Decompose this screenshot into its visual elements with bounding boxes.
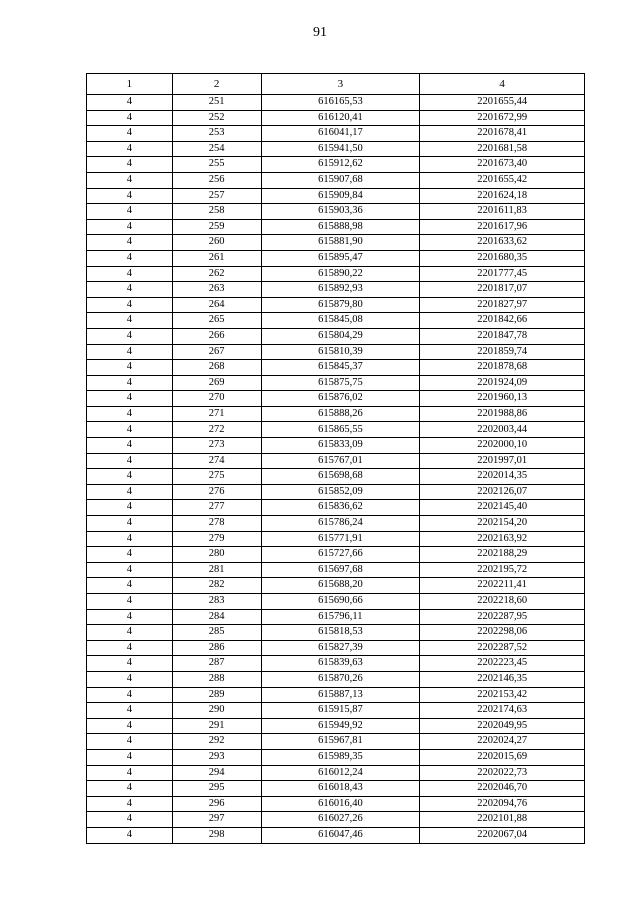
table-row xyxy=(87,438,585,454)
cell-section: 4 xyxy=(87,687,173,703)
table-row xyxy=(87,796,585,812)
cell-y-coordinate: 2202094,76 xyxy=(420,796,585,812)
cell-point-number: 257 xyxy=(172,188,261,204)
cell-point-number: 254 xyxy=(172,141,261,157)
coordinates-table xyxy=(86,73,585,844)
cell-point-number: 297 xyxy=(172,812,261,828)
table-row xyxy=(87,625,585,641)
cell-section: 4 xyxy=(87,110,173,126)
cell-y-coordinate: 2201878,68 xyxy=(420,360,585,376)
cell-point-number: 258 xyxy=(172,204,261,220)
cell-point-number: 264 xyxy=(172,297,261,313)
table-row xyxy=(87,781,585,797)
cell-y-coordinate: 2201673,40 xyxy=(420,157,585,173)
cell-point-number: 273 xyxy=(172,438,261,454)
cell-point-number: 294 xyxy=(172,765,261,781)
table-row xyxy=(87,204,585,220)
table-row xyxy=(87,406,585,422)
cell-x-coordinate: 615690,66 xyxy=(261,594,420,610)
cell-y-coordinate: 2201988,86 xyxy=(420,406,585,422)
cell-y-coordinate: 2202015,69 xyxy=(420,749,585,765)
cell-y-coordinate: 2202146,35 xyxy=(420,671,585,687)
cell-section: 4 xyxy=(87,406,173,422)
cell-x-coordinate: 615688,20 xyxy=(261,578,420,594)
cell-point-number: 279 xyxy=(172,531,261,547)
cell-x-coordinate: 615796,11 xyxy=(261,609,420,625)
cell-x-coordinate: 616027,26 xyxy=(261,812,420,828)
cell-point-number: 282 xyxy=(172,578,261,594)
cell-y-coordinate: 2202000,10 xyxy=(420,438,585,454)
cell-x-coordinate: 615839,63 xyxy=(261,656,420,672)
cell-point-number: 291 xyxy=(172,718,261,734)
cell-section: 4 xyxy=(87,484,173,500)
cell-y-coordinate: 2202145,40 xyxy=(420,500,585,516)
cell-y-coordinate: 2201633,62 xyxy=(420,235,585,251)
cell-x-coordinate: 615879,80 xyxy=(261,297,420,313)
cell-section: 4 xyxy=(87,703,173,719)
cell-y-coordinate: 2202014,35 xyxy=(420,469,585,485)
table-row xyxy=(87,110,585,126)
cell-section: 4 xyxy=(87,625,173,641)
cell-section: 4 xyxy=(87,235,173,251)
cell-x-coordinate: 615907,68 xyxy=(261,172,420,188)
cell-x-coordinate: 615727,66 xyxy=(261,547,420,563)
cell-point-number: 298 xyxy=(172,827,261,843)
cell-y-coordinate: 2201847,78 xyxy=(420,328,585,344)
cell-x-coordinate: 615767,01 xyxy=(261,453,420,469)
cell-x-coordinate: 615887,13 xyxy=(261,687,420,703)
cell-point-number: 270 xyxy=(172,391,261,407)
cell-x-coordinate: 615865,55 xyxy=(261,422,420,438)
cell-point-number: 288 xyxy=(172,671,261,687)
cell-point-number: 289 xyxy=(172,687,261,703)
cell-point-number: 260 xyxy=(172,235,261,251)
cell-point-number: 292 xyxy=(172,734,261,750)
cell-x-coordinate: 615827,39 xyxy=(261,640,420,656)
cell-section: 4 xyxy=(87,562,173,578)
cell-y-coordinate: 2201617,96 xyxy=(420,219,585,235)
cell-point-number: 290 xyxy=(172,703,261,719)
cell-x-coordinate: 615845,37 xyxy=(261,360,420,376)
cell-x-coordinate: 615804,29 xyxy=(261,328,420,344)
cell-x-coordinate: 616016,40 xyxy=(261,796,420,812)
cell-point-number: 274 xyxy=(172,453,261,469)
cell-point-number: 262 xyxy=(172,266,261,282)
cell-section: 4 xyxy=(87,141,173,157)
cell-section: 4 xyxy=(87,438,173,454)
cell-section: 4 xyxy=(87,188,173,204)
table-row xyxy=(87,594,585,610)
table-row xyxy=(87,375,585,391)
table-row xyxy=(87,266,585,282)
cell-point-number: 265 xyxy=(172,313,261,329)
cell-x-coordinate: 615903,36 xyxy=(261,204,420,220)
cell-y-coordinate: 2202223,45 xyxy=(420,656,585,672)
cell-y-coordinate: 2201777,45 xyxy=(420,266,585,282)
cell-x-coordinate: 615876,02 xyxy=(261,391,420,407)
cell-section: 4 xyxy=(87,531,173,547)
table-row xyxy=(87,671,585,687)
cell-section: 4 xyxy=(87,796,173,812)
table-row xyxy=(87,453,585,469)
cell-x-coordinate: 616041,17 xyxy=(261,126,420,142)
cell-y-coordinate: 2201817,07 xyxy=(420,282,585,298)
table-row xyxy=(87,328,585,344)
cell-y-coordinate: 2201624,18 xyxy=(420,188,585,204)
cell-y-coordinate: 2202126,07 xyxy=(420,484,585,500)
table-row xyxy=(87,313,585,329)
table-row xyxy=(87,188,585,204)
cell-point-number: 275 xyxy=(172,469,261,485)
table-row xyxy=(87,827,585,843)
cell-x-coordinate: 615909,84 xyxy=(261,188,420,204)
cell-point-number: 277 xyxy=(172,500,261,516)
cell-section: 4 xyxy=(87,734,173,750)
cell-y-coordinate: 2202049,95 xyxy=(420,718,585,734)
column-header-3: 3 xyxy=(261,74,420,95)
table-row xyxy=(87,516,585,532)
cell-y-coordinate: 2201997,01 xyxy=(420,453,585,469)
cell-section: 4 xyxy=(87,749,173,765)
table-row xyxy=(87,141,585,157)
column-header-1: 1 xyxy=(87,74,173,95)
cell-section: 4 xyxy=(87,266,173,282)
cell-section: 4 xyxy=(87,422,173,438)
table-row xyxy=(87,126,585,142)
cell-section: 4 xyxy=(87,157,173,173)
table-row xyxy=(87,812,585,828)
cell-section: 4 xyxy=(87,547,173,563)
table-row xyxy=(87,250,585,266)
table-row xyxy=(87,718,585,734)
cell-section: 4 xyxy=(87,718,173,734)
cell-x-coordinate: 615888,26 xyxy=(261,406,420,422)
cell-section: 4 xyxy=(87,344,173,360)
cell-section: 4 xyxy=(87,328,173,344)
cell-section: 4 xyxy=(87,282,173,298)
cell-y-coordinate: 2202101,88 xyxy=(420,812,585,828)
cell-section: 4 xyxy=(87,781,173,797)
cell-y-coordinate: 2202287,95 xyxy=(420,609,585,625)
cell-section: 4 xyxy=(87,172,173,188)
cell-x-coordinate: 615967,81 xyxy=(261,734,420,750)
cell-section: 4 xyxy=(87,500,173,516)
table-row xyxy=(87,235,585,251)
table-header-row xyxy=(87,74,585,95)
cell-x-coordinate: 615833,09 xyxy=(261,438,420,454)
cell-point-number: 283 xyxy=(172,594,261,610)
cell-point-number: 263 xyxy=(172,282,261,298)
cell-y-coordinate: 2202188,29 xyxy=(420,547,585,563)
cell-x-coordinate: 615912,62 xyxy=(261,157,420,173)
cell-x-coordinate: 616165,53 xyxy=(261,95,420,111)
cell-y-coordinate: 2202154,20 xyxy=(420,516,585,532)
cell-y-coordinate: 2201655,42 xyxy=(420,172,585,188)
cell-section: 4 xyxy=(87,453,173,469)
cell-point-number: 280 xyxy=(172,547,261,563)
cell-point-number: 286 xyxy=(172,640,261,656)
cell-x-coordinate: 615941,50 xyxy=(261,141,420,157)
cell-y-coordinate: 2202298,06 xyxy=(420,625,585,641)
cell-section: 4 xyxy=(87,95,173,111)
table-row xyxy=(87,391,585,407)
cell-section: 4 xyxy=(87,297,173,313)
cell-point-number: 253 xyxy=(172,126,261,142)
cell-point-number: 261 xyxy=(172,250,261,266)
column-header-4: 4 xyxy=(420,74,585,95)
cell-y-coordinate: 2202163,92 xyxy=(420,531,585,547)
cell-point-number: 285 xyxy=(172,625,261,641)
cell-x-coordinate: 615836,62 xyxy=(261,500,420,516)
cell-x-coordinate: 616012,24 xyxy=(261,765,420,781)
table-row xyxy=(87,734,585,750)
cell-section: 4 xyxy=(87,671,173,687)
table-row xyxy=(87,749,585,765)
cell-point-number: 267 xyxy=(172,344,261,360)
cell-y-coordinate: 2201827,97 xyxy=(420,297,585,313)
cell-y-coordinate: 2201680,35 xyxy=(420,250,585,266)
cell-x-coordinate: 615698,68 xyxy=(261,469,420,485)
table-row xyxy=(87,360,585,376)
cell-x-coordinate: 615870,26 xyxy=(261,671,420,687)
cell-point-number: 251 xyxy=(172,95,261,111)
cell-section: 4 xyxy=(87,204,173,220)
table-row xyxy=(87,422,585,438)
table-row xyxy=(87,297,585,313)
cell-point-number: 284 xyxy=(172,609,261,625)
cell-point-number: 278 xyxy=(172,516,261,532)
cell-y-coordinate: 2202024,27 xyxy=(420,734,585,750)
cell-x-coordinate: 615697,68 xyxy=(261,562,420,578)
table-row xyxy=(87,547,585,563)
table-row xyxy=(87,765,585,781)
cell-x-coordinate: 615881,90 xyxy=(261,235,420,251)
cell-point-number: 255 xyxy=(172,157,261,173)
cell-y-coordinate: 2202022,73 xyxy=(420,765,585,781)
cell-y-coordinate: 2202211,41 xyxy=(420,578,585,594)
cell-x-coordinate: 615895,47 xyxy=(261,250,420,266)
cell-point-number: 293 xyxy=(172,749,261,765)
cell-point-number: 266 xyxy=(172,328,261,344)
cell-y-coordinate: 2201611,83 xyxy=(420,204,585,220)
cell-x-coordinate: 615888,98 xyxy=(261,219,420,235)
cell-section: 4 xyxy=(87,469,173,485)
cell-x-coordinate: 615875,75 xyxy=(261,375,420,391)
cell-y-coordinate: 2201924,09 xyxy=(420,375,585,391)
table-row xyxy=(87,500,585,516)
cell-section: 4 xyxy=(87,516,173,532)
cell-y-coordinate: 2202003,44 xyxy=(420,422,585,438)
cell-point-number: 271 xyxy=(172,406,261,422)
cell-section: 4 xyxy=(87,640,173,656)
table-row xyxy=(87,562,585,578)
table-row xyxy=(87,172,585,188)
cell-x-coordinate: 616047,46 xyxy=(261,827,420,843)
cell-x-coordinate: 615949,92 xyxy=(261,718,420,734)
cell-section: 4 xyxy=(87,360,173,376)
table-row xyxy=(87,656,585,672)
table-row xyxy=(87,344,585,360)
cell-point-number: 276 xyxy=(172,484,261,500)
cell-y-coordinate: 2202153,42 xyxy=(420,687,585,703)
cell-x-coordinate: 615786,24 xyxy=(261,516,420,532)
cell-y-coordinate: 2201859,74 xyxy=(420,344,585,360)
cell-section: 4 xyxy=(87,656,173,672)
cell-section: 4 xyxy=(87,250,173,266)
cell-point-number: 272 xyxy=(172,422,261,438)
cell-y-coordinate: 2202195,72 xyxy=(420,562,585,578)
cell-point-number: 259 xyxy=(172,219,261,235)
cell-point-number: 256 xyxy=(172,172,261,188)
cell-y-coordinate: 2202287,52 xyxy=(420,640,585,656)
cell-section: 4 xyxy=(87,219,173,235)
cell-point-number: 281 xyxy=(172,562,261,578)
cell-y-coordinate: 2202067,04 xyxy=(420,827,585,843)
cell-section: 4 xyxy=(87,827,173,843)
cell-section: 4 xyxy=(87,578,173,594)
cell-y-coordinate: 2201672,99 xyxy=(420,110,585,126)
table-row xyxy=(87,95,585,111)
cell-y-coordinate: 2201681,58 xyxy=(420,141,585,157)
cell-y-coordinate: 2202218,60 xyxy=(420,594,585,610)
cell-x-coordinate: 615818,53 xyxy=(261,625,420,641)
cell-section: 4 xyxy=(87,765,173,781)
cell-section: 4 xyxy=(87,609,173,625)
cell-x-coordinate: 616120,41 xyxy=(261,110,420,126)
cell-x-coordinate: 615810,39 xyxy=(261,344,420,360)
cell-point-number: 252 xyxy=(172,110,261,126)
cell-x-coordinate: 615845,08 xyxy=(261,313,420,329)
table-row xyxy=(87,157,585,173)
table-row xyxy=(87,703,585,719)
table-row xyxy=(87,609,585,625)
cell-y-coordinate: 2202046,70 xyxy=(420,781,585,797)
page-number: 91 xyxy=(313,25,327,40)
cell-point-number: 296 xyxy=(172,796,261,812)
column-header-2: 2 xyxy=(172,74,261,95)
cell-section: 4 xyxy=(87,812,173,828)
cell-section: 4 xyxy=(87,126,173,142)
table-row xyxy=(87,531,585,547)
table-body xyxy=(87,95,585,844)
cell-section: 4 xyxy=(87,313,173,329)
cell-point-number: 268 xyxy=(172,360,261,376)
cell-point-number: 287 xyxy=(172,656,261,672)
table-row xyxy=(87,469,585,485)
cell-y-coordinate: 2202174,63 xyxy=(420,703,585,719)
cell-point-number: 269 xyxy=(172,375,261,391)
cell-section: 4 xyxy=(87,391,173,407)
cell-y-coordinate: 2201655,44 xyxy=(420,95,585,111)
cell-x-coordinate: 615915,87 xyxy=(261,703,420,719)
cell-x-coordinate: 615852,09 xyxy=(261,484,420,500)
table-row xyxy=(87,640,585,656)
cell-x-coordinate: 615771,91 xyxy=(261,531,420,547)
cell-x-coordinate: 615892,93 xyxy=(261,282,420,298)
table-row xyxy=(87,282,585,298)
cell-section: 4 xyxy=(87,594,173,610)
cell-section: 4 xyxy=(87,375,173,391)
cell-x-coordinate: 616018,43 xyxy=(261,781,420,797)
table-row xyxy=(87,219,585,235)
cell-x-coordinate: 615989,35 xyxy=(261,749,420,765)
cell-x-coordinate: 615890,22 xyxy=(261,266,420,282)
cell-y-coordinate: 2201960,13 xyxy=(420,391,585,407)
table-row xyxy=(87,578,585,594)
cell-y-coordinate: 2201842,66 xyxy=(420,313,585,329)
cell-point-number: 295 xyxy=(172,781,261,797)
table-row xyxy=(87,484,585,500)
cell-y-coordinate: 2201678,41 xyxy=(420,126,585,142)
table-row xyxy=(87,687,585,703)
